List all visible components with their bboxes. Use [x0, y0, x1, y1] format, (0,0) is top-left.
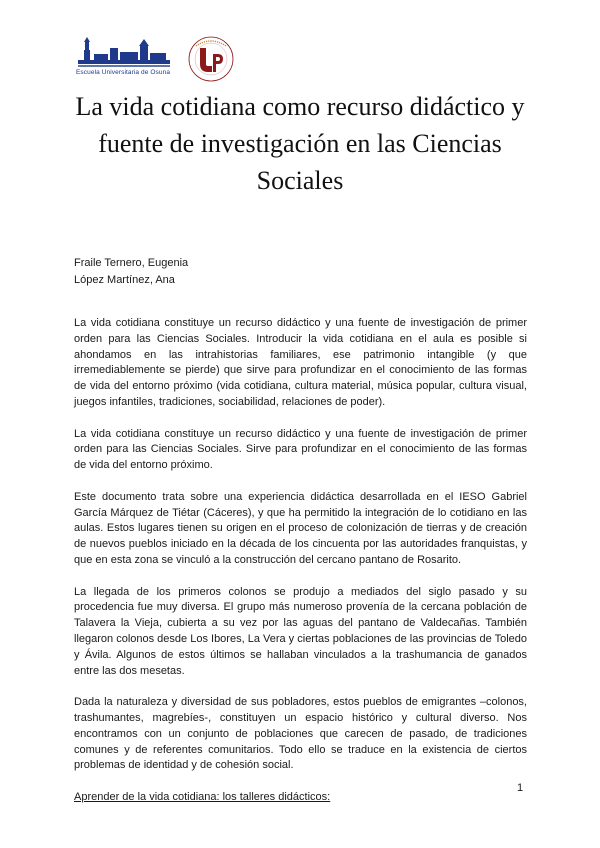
author-name: López Martínez, Ana — [74, 274, 175, 286]
body-text — [74, 316, 527, 822]
paragraph: La vida cotidiana constituye un recurso didáctico y una fuente de investigación de primer orden para las Ciencias Sociales. Introducir la vida cotidiana en el aula es posible si ahondamos en las intrahistorias familiares, ese patrimonio intangible (y que irremediablemente se pierde) que sirve para profundizar en el conocimiento de las formas de vida del entorno próximo (vida cotidiana, cultura material, música popular, cultura visual, juegos infantiles, tradiciones, sociabilidad, relaciones de poder). — [74, 317, 527, 408]
school-logo-text: Escuela Universitaria de Osuna — [76, 69, 171, 76]
paragraph: La llegada de los primeros colonos se produjo a mediados del siglo pasado y su procedencia fue muy diversa. El grupo más numeroso provenía de la cercana población de Talavera la Vieja, cubierta a su vez por las aguas del pantano de Valdecañas. También llegaron colonos desde Los Ibores, La Vera y ciertas poblaciones de las provincias de Toledo y Ávila. Algunos de estos últimos se hallaban vinculados a la trashumancia de ganados entre las dos mesetas. — [74, 585, 527, 677]
authors-block — [74, 255, 188, 289]
document-title: La vida cotidiana como recurso didáctico y fuente de investigación en las Ciencias Sociales — [75, 92, 525, 195]
page-number: 1 — [517, 782, 524, 794]
header-logos — [76, 36, 256, 86]
section-heading: Aprender de la vida cotidiana: los talleres didácticos: — [74, 790, 331, 803]
author-name: Fraile Ternero, Eugenia — [74, 257, 189, 269]
paragraph: La vida cotidiana constituye un recurso didáctico y una fuente de investigación de primer orden para las Ciencias Sociales. Sirve para profundizar en el conocimiento de las formas de vida del entorno próximo. — [74, 427, 527, 472]
paragraph: Dada la naturaleza y diversidad de sus pobladores, estos pueblos de emigrantes –colonos, trashumantes, magrebíes-, constituyen un espacio histórico y cultural diverso. Nos encontramos con un conjunto de poblaciones que carecen de pasado, de tradiciones comunes y de referentes comunitarios. Todo ello se traduce en la existencia de ciertos problemas de identidad y de cohesión social. — [74, 696, 527, 772]
university-seal-icon — [186, 34, 236, 84]
school-logo-icon — [76, 36, 176, 70]
paragraph: Este documento trata sobre una experiencia didáctica desarrollada en el IESO Gabriel García Márquez de Tiétar (Cáceres), y que ha permitido la integración de lo cotidiano en las aulas. Estos lugares tienen su origen en el proceso de colonización de tierras y de creación de nuevos pueblos iniciado en la década de los cincuenta por las autoridades franquistas, y que en esta zona se vinculó a la construcción del cercano pantano de Rosarito. — [74, 490, 527, 566]
